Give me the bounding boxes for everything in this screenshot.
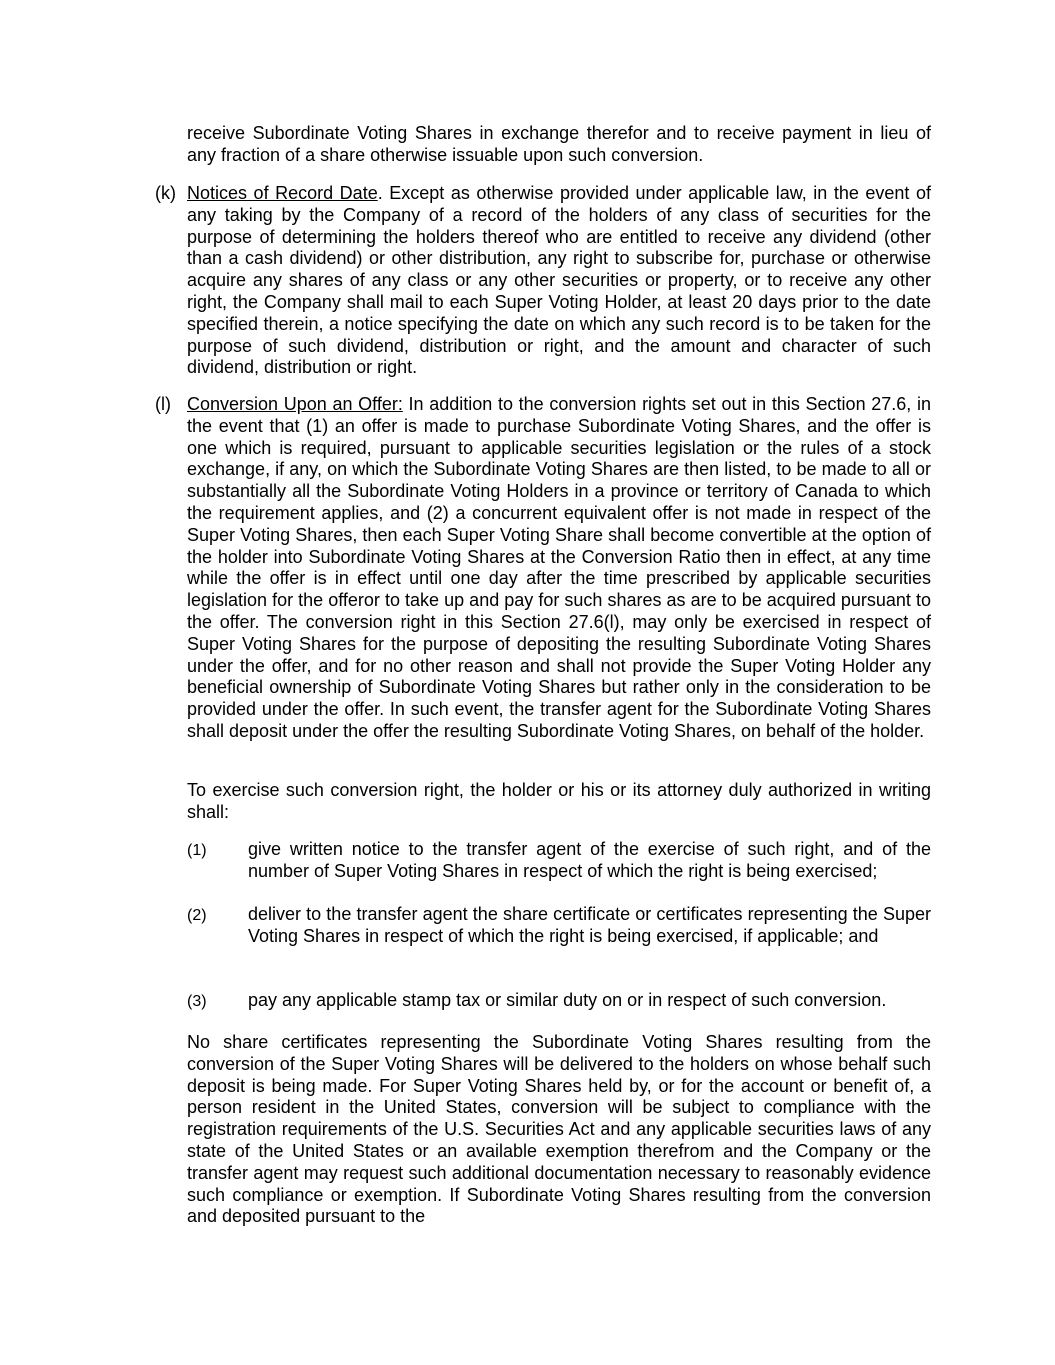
exercise-paragraph: To exercise such conversion right, the holder or his or its attorney duly authorized in writing shall: [187,780,931,822]
sub-item-text-1: give written notice to the transfer agent of the exercise of such right, and of the number of Super Voting Shares in respect of which the right is being exercised; [248,839,931,881]
item-k-heading-suffix: . [377,183,383,203]
intro-paragraph: receive Subordinate Voting Shares in exchange therefor and to receive payment in lieu of any fraction of a share otherwise issuable upon such conversion. [187,123,931,165]
item-k-text: Except as otherwise provided under applicable law, in the event of any taking by the Company of a record of the holders of any class of securities for the purpose of determining the holders thereof who are entitled to receive any dividend (other than a cash dividend) or other distribution, any right to subscribe for, purchase or otherwise acquire any shares of any class or any other securities or property, or to receive any other right, the Company shall mail to each Super Voting Holder, at least 20 days prior to the date specified therein, a notice specifying the date on which any such record is to be taken for the purpose of such dividend, distribution or right, and the amount and character of such dividend, distribution or right. [187,183,931,378]
sub-item-label-2: (2) [187,907,207,924]
item-label-l: (l) [155,394,171,414]
item-l-text: In addition to the conversion rights set out in this Section 27.6, in the event that (1) an offer is made to purchase Subordinate Voting Shares, and the offer is one which is required, pursuant to applicable securities legislation or the rules of a stock exchange, if any, on which the Subordinate Voting Shares are then listed, to be made to all or substantially all the Subordinate Voting Holders in a province or territory of Canada to which the requirement applies, and (2) a concurrent equivalent offer is not made in respect of the Super Voting Shares, then each Super Voting Share shall become convertible at the option of the holder into Subordinate Voting Shares at the Conversion Ratio then in effect, at any time while the offer is in effect until one day after the time prescribed by applicable securities legislation for the offeror to take up and pay for such shares as are to be acquired pursuant to the offer. The conversion right in this Section 27.6(l), may only be exercised in respect of Super Voting Shares for the purpose of depositing the resulting Subordinate Voting Shares under the offer, and for no other reason and shall not provide the Super Voting Holder any beneficial ownership of Subordinate Voting Shares but rather only in the consideration to be provided under the offer. In such event, the transfer agent for the Subordinate Voting Shares shall deposit under the offer the resulting Subordinate Voting Shares, on behalf of the holder. [187,394,931,741]
item-label-k: (k) [155,183,176,203]
closing-paragraph: No share certificates representing the Subordinate Voting Shares resulting from the conversion of the Super Voting Shares will be delivered to the holders on whose behalf such deposit is being made. For Super Voting Shares held by, or for the account or benefit of, a person resident in the United States, conversion will be subject to compliance with the registration requirements of the U.S. Securities Act and any applicable securities laws of any state of the United States or an available exemption therefrom and the Company or the transfer agent may request such additional documentation necessary to reasonably evidence such compliance or exemption. If Subordinate Voting Shares resulting from the conversion and deposited pursuant to the [187,1032,931,1227]
sub-item-label-1: (1) [187,842,207,859]
sub-item-text-3: pay any applicable stamp tax or similar duty on or in respect of such conversion. [248,990,887,1010]
sub-item-text-2: deliver to the transfer agent the share certificate or certificates representing the Super Voting Shares in respect of which the right is being exercised, if applicable; and [248,904,931,946]
item-k-heading: Notices of Record Date [187,183,378,203]
item-k-paragraph [187,183,931,379]
item-l-heading: Conversion Upon an Offer: [187,394,403,414]
sub-item-label-3: (3) [187,993,207,1010]
item-l-paragraph [187,394,931,743]
